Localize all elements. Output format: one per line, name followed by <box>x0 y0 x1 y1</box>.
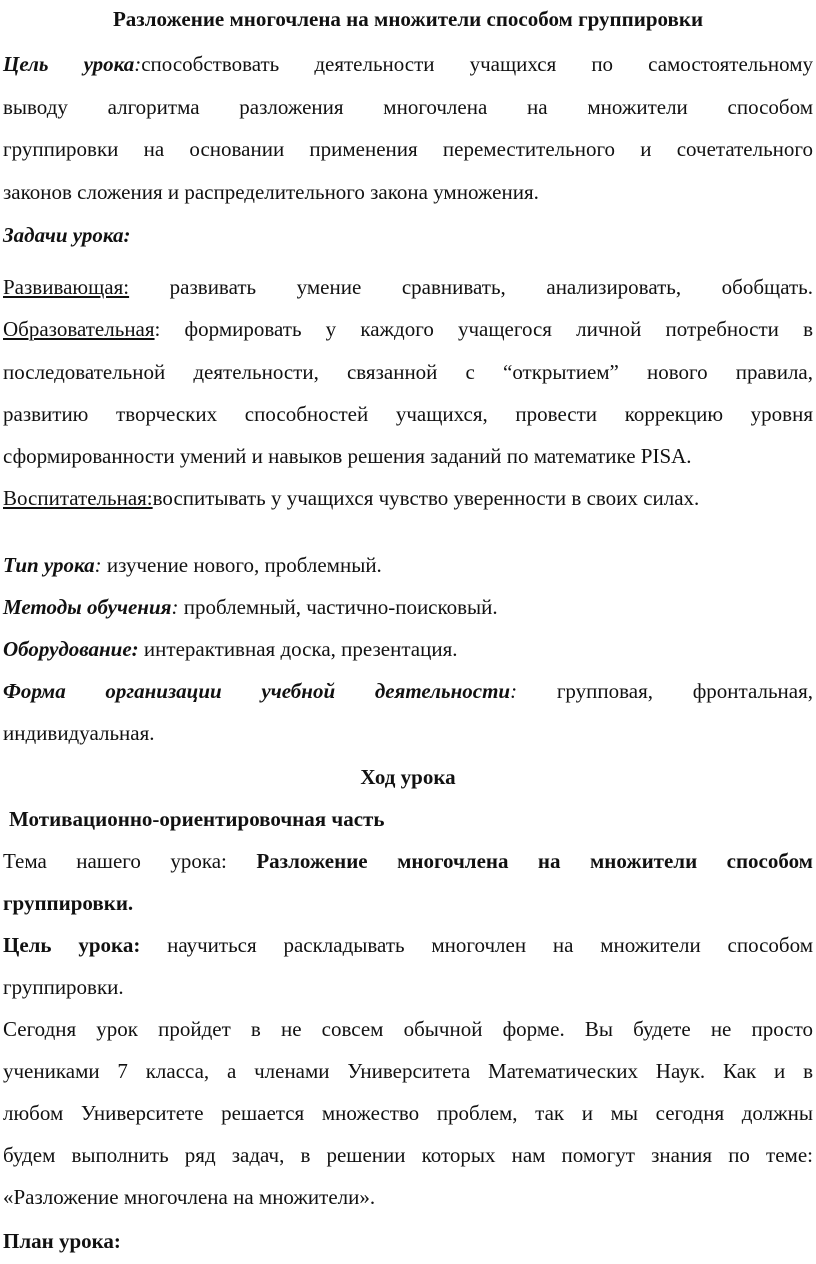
topic-line-1 <box>3 846 813 876</box>
lesson-type-colon: : <box>94 553 102 577</box>
goal-text-1: способствовать деятельности учащихся по самостоятельному <box>141 52 813 76</box>
task-developing-label: Развивающая: <box>3 275 130 299</box>
goal-line-3: группировки на основании применения переместительного и сочетательного <box>3 137 813 161</box>
goal-line-1 <box>3 49 813 79</box>
intro-line-1: Сегодня урок пройдет в не совсем обычной форме. Вы будете не просто <box>3 1017 813 1041</box>
aim-text-1: научиться раскладывать многочлен на множители способом <box>167 933 813 957</box>
teaching-methods-value: проблемный, частично-поисковый. <box>183 595 498 619</box>
topic-prefix: Тема нашего урока: <box>3 849 227 873</box>
activity-form-value-1: групповая, фронтальная, <box>556 679 814 703</box>
task-developing <box>3 272 813 302</box>
goal-label: Цель урока <box>3 52 135 76</box>
goal-colon: : <box>134 52 142 76</box>
aim-line-2: группировки. <box>3 975 124 999</box>
lesson-type-label: Тип урока <box>3 553 95 577</box>
task-educational-line-1 <box>3 314 813 344</box>
course-heading: Ход урока <box>360 765 456 789</box>
equipment-value: интерактивная доска, презентация. <box>143 637 458 661</box>
task-educational-line-4: сформированности умений и навыков решения заданий по математике PISA. <box>3 444 692 468</box>
aim-line-1 <box>3 930 813 960</box>
intro-line-3: любом Университете решается множество проблем, так и мы сегодня должны <box>3 1101 813 1125</box>
task-educational-text-1: : формировать у каждого учащегося личной потребности в <box>154 317 813 341</box>
intro-line-5: «Разложение многочлена на множители». <box>3 1185 376 1209</box>
equipment-label: Оборудование: <box>3 637 139 661</box>
activity-form-label: Форма организации учебной деятельности <box>3 679 511 703</box>
topic-title-1: Разложение многочлена на множители способом <box>256 849 813 873</box>
section-heading: Мотивационно-ориентировочная часть <box>9 807 385 831</box>
aim-label: Цель урока: <box>3 933 141 957</box>
task-developing-text: развивать умение сравнивать, анализировать, обобщать. <box>169 275 813 299</box>
task-educational-label: Образовательная <box>3 317 155 341</box>
task-educational-line-3: развитию творческих способностей учащихся, провести коррекцию уровня <box>3 402 813 426</box>
document-title: Разложение многочлена на множители способом группировки <box>112 7 704 31</box>
intro-line-2: учениками 7 класса, а членами Университета Математических Наук. Как и в <box>3 1059 813 1083</box>
activity-form-colon: : <box>510 679 518 703</box>
plan-heading: План урока: <box>3 1229 121 1253</box>
tasks-heading: Задачи урока: <box>3 223 131 247</box>
intro-line-4: будем выполнить ряд задач, в решении которых нам помогут знания по теме: <box>3 1143 813 1167</box>
task-upbringing-label: Воспитательная: <box>3 486 153 510</box>
teaching-methods-colon: : <box>171 595 179 619</box>
goal-line-4: законов сложения и распределительного закона умножения. <box>3 180 539 204</box>
task-upbringing-text: воспитывать у учащихся чувство уверенности в своих силах. <box>152 486 700 510</box>
task-educational-line-2: последовательной деятельности, связанной с “открытием” нового правила, <box>3 360 813 384</box>
teaching-methods <box>3 592 813 622</box>
task-upbringing <box>3 483 813 513</box>
activity-form-line-2: индивидуальная. <box>3 721 155 745</box>
teaching-methods-label: Методы обучения <box>3 595 172 619</box>
equipment <box>3 634 813 664</box>
topic-line-2: группировки. <box>3 891 134 915</box>
lesson-type <box>3 550 813 580</box>
lesson-type-value: изучение нового, проблемный. <box>106 553 382 577</box>
goal-line-2: выводу алгоритма разложения многочлена на множители способом <box>3 95 813 119</box>
activity-form-line-1 <box>3 676 813 706</box>
